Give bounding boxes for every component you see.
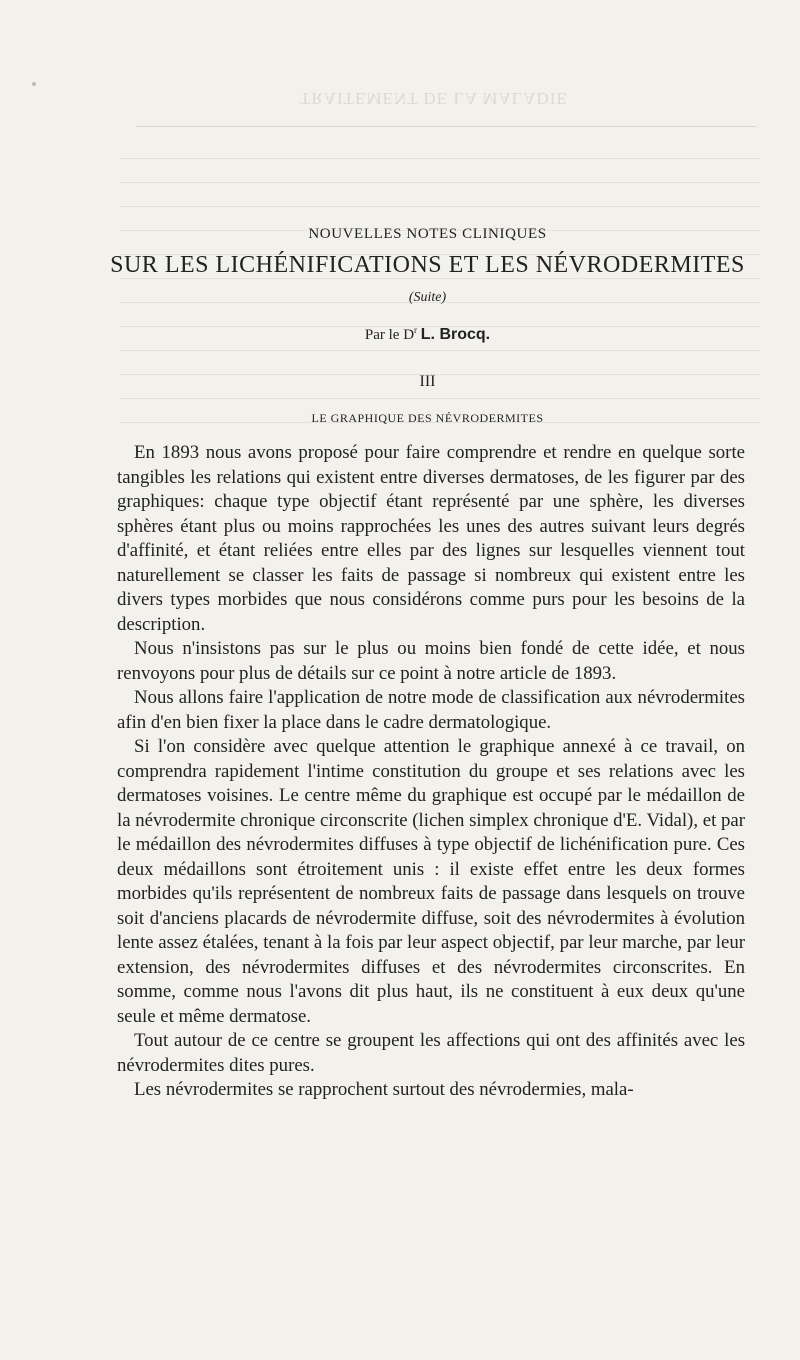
section-number: III	[419, 373, 436, 390]
paragraph: Si l'on considère avec quelque attention le graphique annexé à ce travail, on comprendra rapidement l'intime constitution du groupe et ses relations avec les dermatoses voisines. Le centre même du graphique est occupé par le médaillon de la névrodermite chronique circonscrite (lichen simplex chronique d'E. Vidal), et par le médaillon des névrodermites diffuses à type objectif de lichénification pure. Ces deux médaillons sont étroitement unis : il existe effet entre les deux formes morbides qu'ils représentent de nombreux faits de passage dans lesquels on trouve soit d'anciens placards de névrodermite diffuse, soit des névrodermites à évolution lente assez étalées, tenant à la fois par leur aspect objectif, par leur marche, par leur extension, des névrodermites diffuses et des névrodermites circonscrites. En somme, comme nous l'avons dit plus haut, ils ne constituent à eux deux qu'une seule et même dermatose.	[117, 736, 745, 1027]
byline-prefix: Par le D	[364, 327, 415, 343]
byline-superscript: r	[414, 325, 418, 335]
paragraph: Nous allons faire l'application de notre mode de classification aux névrodermites afin d'en bien fixer la place dans le cadre dermatologique.	[117, 687, 745, 733]
ink-speck	[32, 82, 36, 86]
continuation-note: (Suite)	[408, 290, 447, 305]
header-rule	[136, 126, 756, 127]
show-through-header: TRAITEMENT DE LA MALADIE	[300, 89, 568, 108]
author-name: L. Brocq.	[420, 326, 491, 343]
byline	[0, 325, 800, 344]
paragraph: Tout autour de ce centre se groupent les affections qui ont des affinités avec les névrodermites dites pures.	[117, 1030, 745, 1076]
article-body	[117, 441, 745, 1103]
paragraph: Nous n'insistons pas sur le plus ou moins bien fondé de cette idée, et nous renvoyons pour plus de détails sur ce point à notre article de 1893.	[117, 638, 745, 684]
paragraph: Les névrodermites se rapprochent surtout des névrodermies, mala-	[134, 1079, 634, 1100]
series-title: NOUVELLES NOTES CLINIQUES	[308, 226, 547, 242]
paragraph: En 1893 nous avons proposé pour faire comprendre et rendre en quelque sorte tangibles les relations qui existent entre diverses dermatoses, de les figurer par des graphiques: chaque type objectif étant représenté par une sphère, les diverses sphères étant plus ou moins rapprochées les unes des autres suivant leurs degrés d'affinité, et étant reliées entre elles par des lignes sur lesquelles viennent tout naturellement se classer les faits de passage si nombreux qui existent entre les divers types morbides que nous considérons comme purs pour les besoins de la description.	[117, 442, 745, 635]
article-title: SUR LES LICHÉNIFICATIONS ET LES NÉVRODERMITES	[110, 252, 745, 278]
section-title: LE GRAPHIQUE DES NÉVRODERMITES	[311, 411, 544, 425]
